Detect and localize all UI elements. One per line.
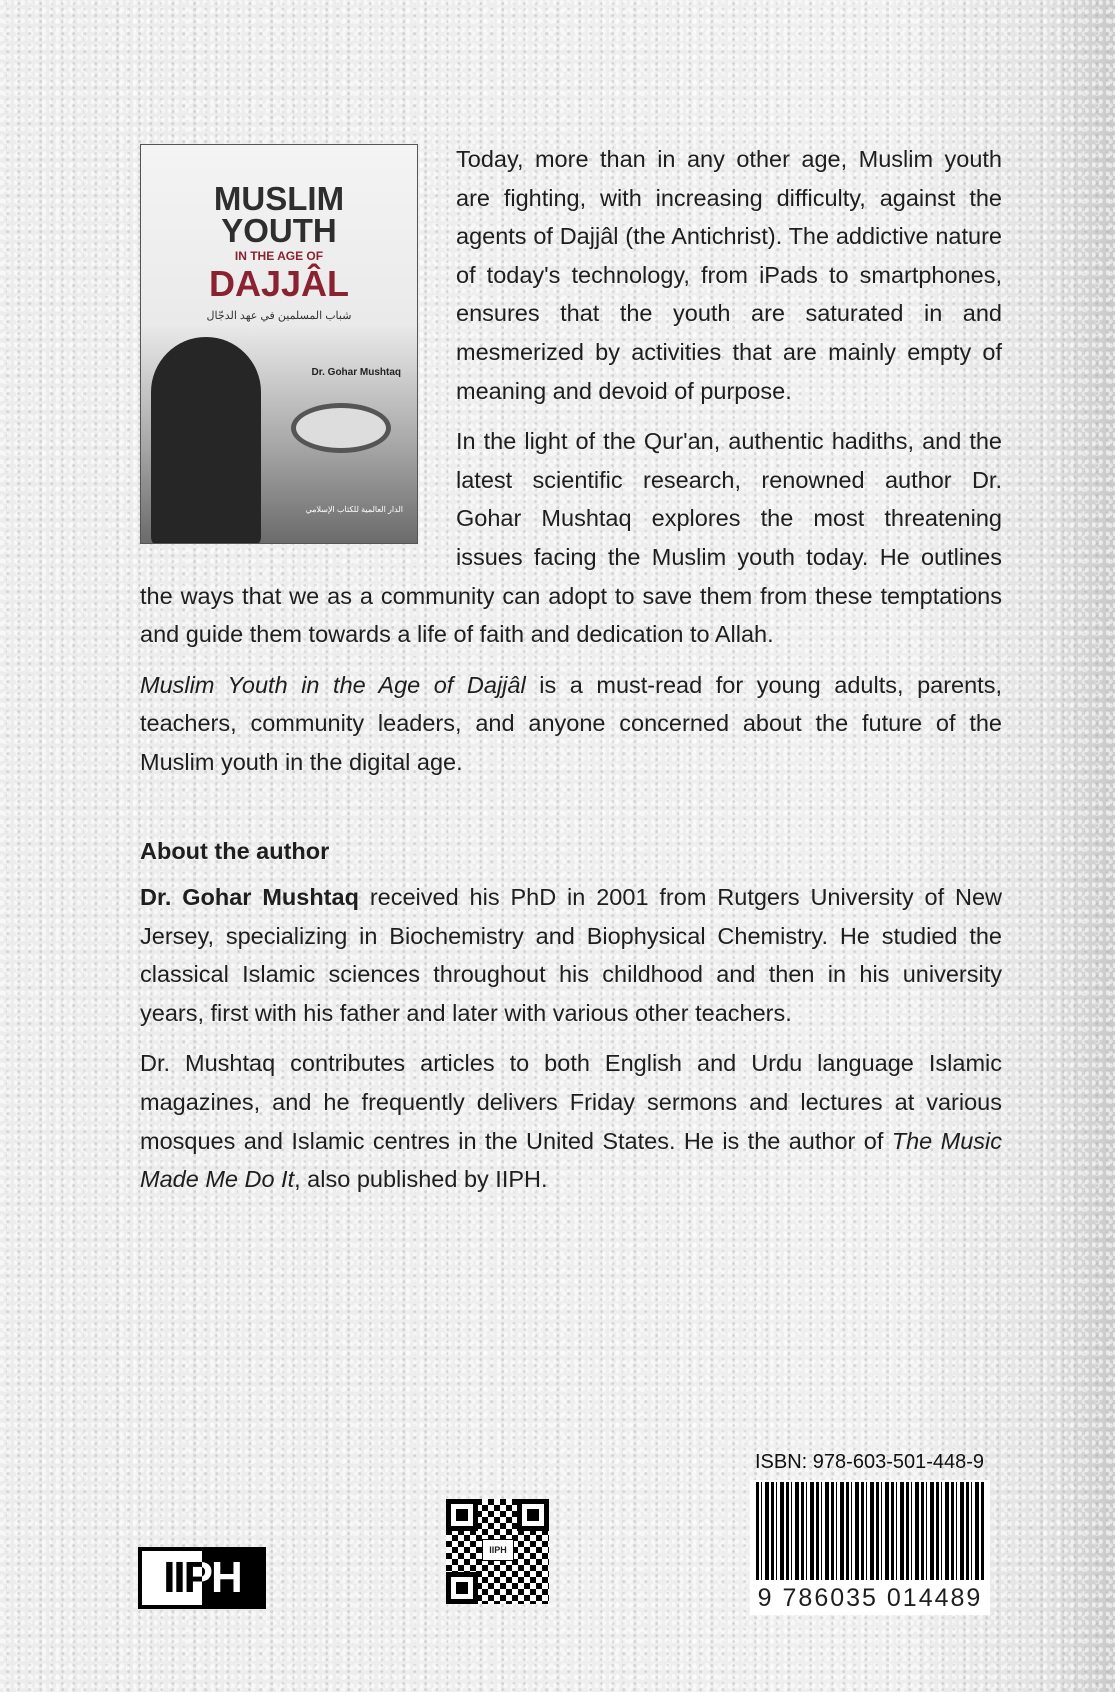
cover-arabic-title: شباب المسلمين في عهد الدجّال: [206, 310, 352, 322]
description-paragraph-2: In the light of the Qur'an, authentic hadiths, and the latest scientific research, renowned author Dr. Gohar Mushtaq explores the most threatening issues facing the Muslim youth today. He outlines the ways that we as a community can adopt to save them from these temptations and guide them towards a life of faith and dedication to Allah.: [140, 428, 1002, 648]
hooded-figure-illustration: [151, 337, 261, 544]
barcode-number: 9 786035 014489: [757, 1584, 983, 1612]
book-cover-thumbnail: [140, 144, 418, 544]
description-paragraph-1: Today, more than in any other age, Muslim youth are fighting, with increasing difficulty, against the agents of Dajjâl (the Antichrist). The addictive nature of today's technology, from iPads to smartphones, ensures that the youth are saturated in and mesmerized by activities that are mainly empty of meaning and devoid of purpose.: [456, 146, 1002, 404]
eye-illustration: [291, 403, 391, 453]
about-paragraph-2: Dr. Mushtaq contributes articles to both English and Urdu language Islamic magazines, and he frequently delivers Friday sermons and lectures at various mosques and Islamic centres in the United States. He is the author of The Music Made Me Do It, also published by IIPH.: [140, 1050, 1002, 1193]
iiph-logo: IIPH: [138, 1547, 266, 1609]
about-author-heading: About the author: [140, 837, 330, 864]
back-cover-text: [140, 140, 1002, 1211]
cover-subtitle: IN THE AGE OF: [234, 249, 324, 263]
about-paragraph-1: Dr. Gohar Mushtaq received his PhD in 2001 from Rutgers University of New Jersey, specializing in Biochemistry and Biophysical Chemistry. He studied the classical Islamic sciences throughout his childhood and then in his university years, first with his father and later with various other teachers.: [140, 884, 1002, 1026]
cover-title: MUSLIM YOUTH: [213, 180, 345, 249]
cover-title-dajjal: DAJJÂL: [208, 263, 350, 304]
isbn-barcode: [750, 1480, 990, 1615]
barcode-bars: [756, 1482, 984, 1580]
cover-publisher: الدار العالمية للكتاب الإسلامي: [305, 505, 403, 514]
cover-author: Dr. Gohar Mushtaq: [311, 367, 401, 378]
qr-center-label: IIPH: [482, 1539, 514, 1561]
description-paragraph-3: Muslim Youth in the Age of Dajjâl is a must-read for young adults, parents, teachers, community leaders, and anyone concerned about the future of the Muslim youth in the digital age.: [140, 671, 1002, 775]
qr-code: [446, 1499, 549, 1604]
isbn-text: ISBN: 978-603-501-448-9: [755, 1451, 985, 1473]
